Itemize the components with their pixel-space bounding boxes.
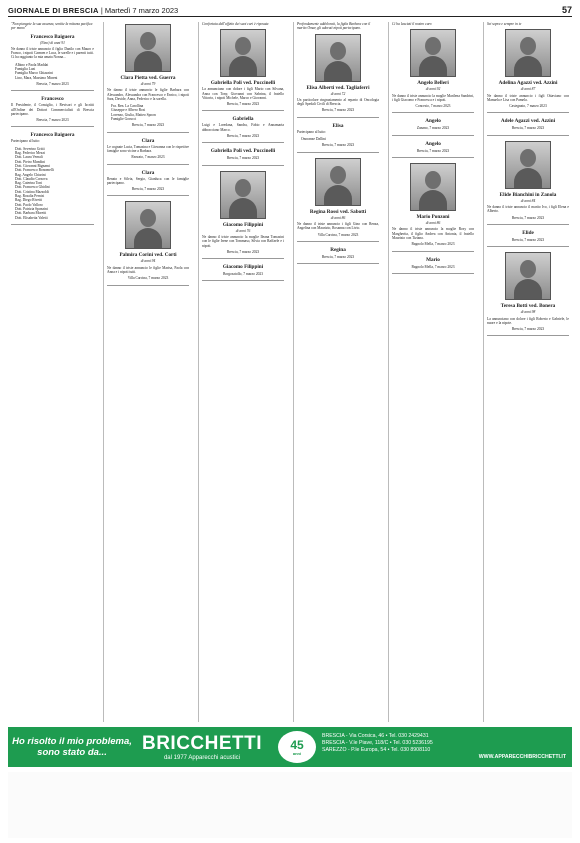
- notice-place-date: Brescia, 7 marzo 2023: [511, 327, 545, 332]
- notice-text: Le cognate Lucia, Tomasina e Giovanna con le rispettive famiglie sono vicine a Barbara.: [107, 144, 189, 153]
- portrait-photo: [505, 141, 551, 189]
- deceased-name: Elide Bianchini in Zanola: [499, 191, 557, 198]
- deceased-name: Angelo: [425, 140, 441, 147]
- deceased-name: Francesco: [41, 96, 64, 103]
- deceased-name: Giacomo Filippini: [222, 221, 264, 228]
- participant-name: Rag. Diego Rivetti: [15, 198, 43, 203]
- obituary-notice: [11, 132, 94, 224]
- participant-name: Giuseppe e Albero Bosi: [111, 108, 146, 113]
- deceased-name: Elisa Alberti ved. Tagliaferri: [306, 84, 370, 91]
- obituary-notice: [202, 264, 284, 281]
- notice-place-date: Brescia, 7 marzo 2023: [511, 237, 545, 242]
- notice-place-date: Borgosatollo, 7 marzo 2023: [222, 272, 264, 277]
- notice-body: Ne danno il triste annuncio la moglie Rosy con Margherita, il figlio Andrea con Antonia, il fratello Maurizio con Tiziana.: [392, 227, 474, 240]
- participant-name: Lorenzo, Giulia, Matteo Spoon: [111, 112, 156, 117]
- participant-name: Famiglia Marco Ghiazzini: [15, 71, 53, 76]
- obituary-notice: [392, 141, 474, 158]
- deceased-age: di anni 72: [330, 91, 346, 96]
- notice-quote: Sei sopra e sempre in te: [487, 22, 522, 26]
- participant-name: Dott. Claudio Corsova: [15, 176, 48, 181]
- participant-name: Lino, Mara, Massimo Mineni: [15, 75, 58, 80]
- notice-quote: Profondamente addolorati, la figlia Barbara con il marito Omar, gli adorati nipoti partecipano.: [297, 22, 371, 31]
- page-header: [8, 4, 572, 17]
- obituary-notice: [392, 257, 474, 274]
- deceased-name: Regina: [330, 246, 346, 253]
- participant-name: Famiglie Gorucci: [111, 117, 137, 122]
- deceased-name: Giacomo Filippini: [222, 264, 264, 271]
- deceased-name: Adele Agazzi ved. Azzini: [500, 118, 556, 125]
- newspaper-name: GIORNALE DI BRESCIA: [8, 5, 99, 15]
- notice-body: Ne danno il triste annuncio il marito Ivo, i figli Elena e Alberto.: [487, 205, 569, 214]
- participant-name: Albino e Paola Maddai: [15, 62, 49, 67]
- participant-name: Dott. Patrizia Sponzini: [15, 206, 48, 211]
- obituary-notice: [202, 171, 284, 259]
- notice-place-date: Brescia, 7 marzo 2023: [36, 118, 69, 123]
- participants-list: [11, 147, 94, 220]
- obituary-notice: [487, 118, 569, 135]
- obituary-notice: [297, 247, 379, 264]
- notice-body: Ne danno il triste annuncio le figlie Barbara con Alessandro, Alessandra con Francesco e Enrico, i nipoti Sara, Davide, Anna, Federico e la sorella.: [107, 88, 189, 101]
- participant-name: Dott. Francesco Bonomelli: [15, 168, 54, 173]
- deceased-age: di anni 79: [140, 82, 156, 86]
- column-2: [103, 22, 192, 722]
- deceased-name: Angelo Belleri: [417, 80, 449, 87]
- deceased-name: Gabriella Poli ved. Puccinelli: [210, 148, 276, 155]
- participants-list: [11, 63, 94, 80]
- notice-body: Ne danno il triste annuncio la moglie Marilena Sandrini, i figli Giacomo e Francesca e i nipoti.: [392, 93, 474, 102]
- obituary-notice: [202, 148, 284, 165]
- participant-name: Dott. Cristina Mazzoldi: [15, 189, 50, 194]
- deceased-name: Gabriella: [232, 116, 254, 123]
- obituary-notice: [202, 116, 284, 143]
- notice-place-date: Brescia, 7 marzo 2023: [226, 249, 260, 254]
- portrait-photo: [125, 24, 171, 72]
- obituary-notice: [392, 22, 474, 113]
- deceased-age: di anni 94: [140, 259, 156, 264]
- notice-place-date: Brescia, 7 marzo 2023: [321, 143, 355, 148]
- deceased-name: Clara: [141, 169, 155, 176]
- notice-text: Il Presidente, il Consiglio, i Revisori e gli Iscritti all'Ordine dei Dottori Commercialisti di Brescia partecipano.: [11, 103, 94, 116]
- notice-text: Ci ha raggiunto la mia amata Nonna...: [11, 55, 66, 60]
- column-3: [198, 22, 287, 722]
- participant-name: Rag. Rosalia Pernisi: [15, 194, 45, 199]
- notice-body: Ne danno il triste annuncio i figli Gino con Renza, Angelina con Maurizio, Rosanna con Livio.: [297, 221, 379, 231]
- notice-place-date: Brescia, 7 marzo 2023: [511, 215, 545, 220]
- page-bottom-margin: [8, 772, 572, 838]
- ad-brand-since: dal 1977 Apparecchi acustici: [163, 755, 241, 761]
- obituary-notice: [392, 118, 474, 135]
- deceased-name: Francesco Baiguera: [30, 132, 75, 139]
- deceased-name: Clara: [141, 137, 155, 144]
- participant-name: Dott. Francesco Ghidini: [15, 185, 50, 190]
- issue-date: Martedì 7 marzo 2023: [104, 5, 179, 15]
- deceased-name: Angelo: [425, 118, 441, 125]
- notice-body: La annunciano con dolore i figli Roberto e Gabriele, le nuore e la nipote.: [487, 316, 569, 325]
- deceased-age: di anni 76: [235, 228, 251, 233]
- obituary-notice: [297, 123, 379, 153]
- badge-text: anni: [292, 750, 302, 756]
- deceased-age: di anni 86: [425, 221, 441, 226]
- participant-name: Fra. Ren. La Carollina: [111, 104, 144, 109]
- participant-name: Onoranze Dallini: [301, 137, 326, 142]
- notice-place-date: Villa Carcina, 7 marzo 2023: [317, 232, 359, 237]
- ad-brand-name: BRICCHETTI: [141, 733, 263, 754]
- column-5: [388, 22, 477, 722]
- deceased-name: Francesco Baiguera: [30, 33, 75, 40]
- deceased-name: Clara Pietta ved. Guerra: [120, 75, 176, 81]
- obituary-notice: [487, 252, 569, 336]
- obituary-notice: [107, 138, 189, 165]
- notice-place-date: Brescia, 7 marzo 2023: [131, 187, 165, 192]
- notice-place-date: Brescia, 7 marzo 2023: [511, 126, 545, 131]
- header-left: GIORNALE DI BRESCIA | Martedì 7 marzo 2023: [8, 5, 179, 15]
- portrait-photo: [505, 29, 551, 77]
- ad-website-link[interactable]: WWW.APPARECCHIBRICCHETTI.IT: [478, 754, 566, 760]
- portrait-photo: [315, 158, 361, 206]
- ad-brand: [132, 733, 272, 761]
- portrait-photo: [220, 171, 266, 219]
- deceased-name: Teresa Botti ved. Bonera: [500, 303, 556, 310]
- notice-place-date: Brescia, 7 marzo 2023: [36, 81, 69, 86]
- notice-text: Partecipano al lutto:: [297, 129, 326, 134]
- notice-body: Ne danno il triste annuncio il figlio Danilo con Mauro e Franco, i nipoti Carmen e Luca, le sorelle e i parenti tutti.: [11, 46, 94, 56]
- notice-quote: Confortata dall'affetto dei suoi cari è riposata: [202, 22, 269, 26]
- participant-name: Rag. Caterina Toni: [15, 181, 43, 186]
- notice-body: Ne danno il triste annuncio le figlie Marisa, Paola con Anna e i nipoti tutti.: [107, 265, 189, 275]
- notice-place-date: Concesio, 7 marzo 2023: [415, 104, 451, 109]
- ad-slogan: Ho risolto il mio problema, sono stato da...: [12, 736, 132, 758]
- notice-body: Ne danno il triste annuncio i figli Ottaviano con Manuela e Lisa con Pamela.: [487, 93, 569, 102]
- deceased-age: di anni 86: [330, 215, 346, 220]
- notice-quote: "Non piangete la sua assenza, sentite la mitezza pacifica per mano": [11, 22, 93, 31]
- notice-place-date: Brescia, 7 marzo 2023: [131, 123, 165, 128]
- anniversary-badge-icon: [278, 731, 316, 763]
- obituary-notice: [487, 230, 569, 247]
- deceased-age: (Nino) di anni 91: [40, 40, 65, 45]
- advertisement-banner[interactable]: [8, 727, 572, 767]
- participant-name: Rag. Federico Mezzi: [15, 151, 46, 156]
- obituary-columns: [8, 22, 572, 722]
- obituary-notice: [11, 22, 94, 91]
- deceased-name: Gabriella Poli ved. Puccinelli: [210, 80, 276, 87]
- ad-address-1: BRESCIA - Via Corsica, 46 • Tel. 030 2429431: [322, 733, 429, 739]
- portrait-photo: [315, 34, 361, 82]
- obituary-notice: [107, 201, 189, 285]
- notice-quote: Ci ha lasciati il nostro caro: [392, 22, 432, 26]
- page-number: 57: [561, 5, 572, 15]
- deceased-name: Regina Rossi ved. Sabotti: [309, 208, 367, 215]
- participants-list: [107, 104, 189, 121]
- participant-name: Dott. Pietro Mondini: [15, 159, 46, 164]
- portrait-photo: [410, 29, 456, 77]
- notice-text: Partecipano al lutto:: [11, 139, 40, 144]
- notice-place-date: Brescia, 7 marzo 2023: [226, 134, 260, 139]
- portrait-photo: [505, 252, 551, 300]
- column-4: [293, 22, 382, 722]
- deceased-name: Elisa: [332, 122, 344, 129]
- notice-place-date: Castegnato, 7 marzo 2023: [509, 104, 547, 109]
- obituary-notice: [297, 22, 379, 118]
- deceased-name: Mario: [426, 256, 440, 263]
- obituary-notice: [487, 141, 569, 225]
- notice-place-date: Bagnolo Mella, 7 marzo 2023: [411, 264, 455, 269]
- portrait-photo: [220, 29, 266, 77]
- notice-text: Luigi e Loredana, Sandra, Fabio e Annamaria abbracciano Marco.: [202, 123, 284, 132]
- participants-list: [297, 137, 379, 141]
- notice-body: La annunciano con dolore i figli Mario con Silvana, Anna con Tony, Giovanni con Sabrina, il fratello Vittorio, i nipoti Michele, Marco e Giovanni.: [202, 87, 284, 100]
- deceased-age: di anni 87: [520, 87, 536, 92]
- deceased-name: Adelina Agazzi ved. Azzini: [498, 80, 558, 87]
- participant-name: Rag. Angelo Chiarini: [15, 172, 46, 177]
- obituary-notice: [487, 22, 569, 113]
- participant-name: Famiglia Luzi: [15, 67, 36, 72]
- notice-place-date: Bagnolo Mella, 7 marzo 2023: [411, 242, 455, 247]
- deceased-name: Palmira Corini ved. Corti: [119, 252, 177, 259]
- obituary-notice: [392, 163, 474, 251]
- ad-address-3: SAREZZO - P.le Europa, 54 • Tel. 030 8908110: [322, 747, 431, 753]
- deceased-age: di anni 84: [520, 198, 536, 203]
- deceased-name: Mario Ponzoni: [416, 214, 450, 221]
- ad-address-2: BRESCIA - V.le Piave, 118/C • Tel. 030 5236195: [322, 740, 433, 746]
- ad-addresses: [322, 733, 572, 761]
- notice-place-date: Brescia, 7 marzo 2023: [226, 156, 260, 161]
- column-1: [8, 22, 97, 722]
- column-6: [483, 22, 572, 722]
- participant-name: Dott. Giovanni Bignami: [15, 163, 50, 168]
- obituary-notice: [297, 158, 379, 242]
- notice-place-date: Brescia, 7 marzo 2023: [416, 148, 450, 153]
- notice-place-date: Villa Carcina, 7 marzo 2023: [127, 276, 169, 281]
- notice-place-date: Zanano, 7 marzo 2023: [416, 126, 450, 131]
- obituary-notice: [202, 22, 284, 111]
- participant-name: Dott. Barbara Moretti: [15, 211, 47, 216]
- badge-number: 45: [290, 737, 304, 752]
- notice-text: Renato e Silvia, Sergio, Gianluca con le famiglie partecipano.: [107, 176, 189, 185]
- notice-body: Un particolare ringraziamento al reparto di Oncologia degli Spedali Civili di Brescia.: [297, 97, 379, 107]
- obituary-notice: [11, 96, 94, 127]
- participant-name: Dott. Laura Vernali: [15, 155, 43, 160]
- portrait-photo: [410, 163, 456, 211]
- deceased-age: di anni 98: [520, 310, 536, 315]
- notice-place-date: Brescia, 7 marzo 2023: [321, 108, 355, 113]
- notice-body: Ne danno il triste annuncio la moglie Ileana Tomasini con le figlie Irene con Tommaso, Silvia con Raffaele e i nipoti.: [202, 234, 284, 248]
- obituary-notice: [107, 170, 189, 197]
- notice-place-date: Brescia, 7 marzo 2023: [321, 254, 355, 259]
- notice-place-date: Brescia, 7 marzo 2023: [226, 102, 260, 107]
- participant-name: Dott. Severino Gritti: [15, 146, 45, 151]
- participant-name: Dott. Elisabetta Valetti: [15, 215, 48, 220]
- deceased-age: di anni 92: [425, 87, 441, 92]
- participant-name: Dott. Paolo Valloro: [15, 202, 43, 207]
- portrait-photo: [125, 201, 171, 249]
- deceased-name: Elide: [522, 229, 534, 236]
- notice-place-date: Rezzato, 7 marzo 2023: [131, 155, 165, 160]
- obituary-notice: [107, 24, 189, 133]
